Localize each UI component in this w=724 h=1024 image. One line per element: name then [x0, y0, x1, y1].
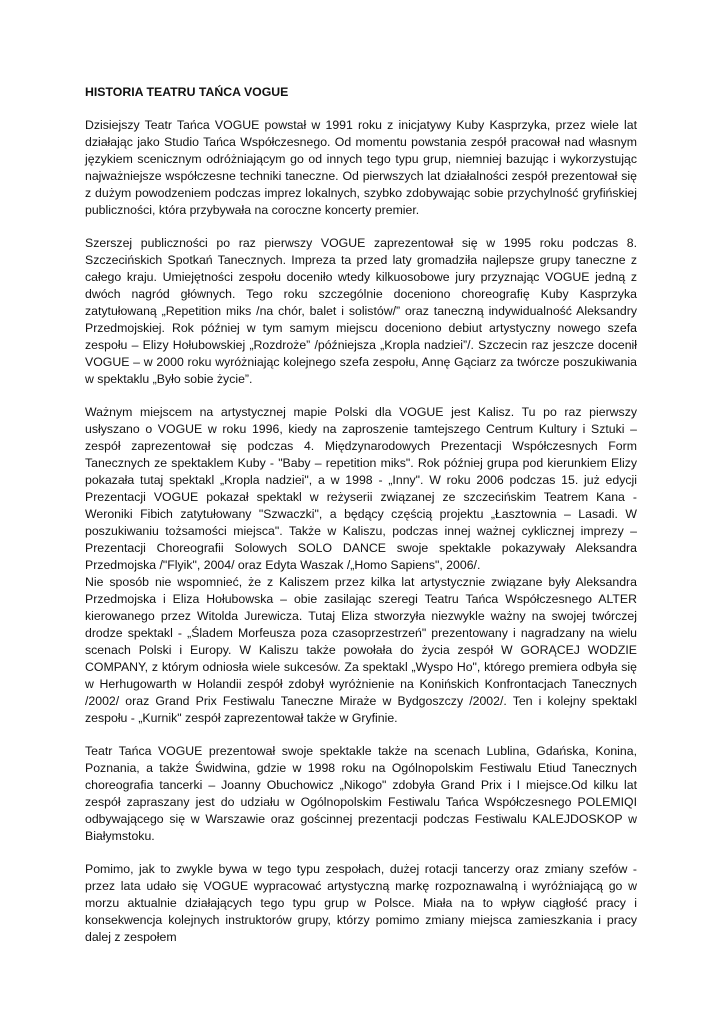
- document-page: [85, 84, 637, 962]
- paragraph-other-stages: Teatr Tańca VOGUE prezentował swoje spektakle także na scenach Lublina, Gdańska, Konina, Poznania, a także Świdwina, gdzie w 1998 roku na Ogólnopolskim Festiwalu Etiud Tanecznych choreografia tancerki – Joanny Obuchowicz „Nikogo" zdobyła Grand Prix i I miejsce.Od kilku lat zespół zapraszany jest do udziału w Ogólnopolskim Festiwalu Tańca Współczesnego POLEMIQI odbywającego się w Warszawie oraz gościnnej prezentacji podczas Festiwalu KALEJDOSKOP w Białymstoku.: [85, 744, 637, 843]
- paragraph-kalisz: Ważnym miejscem na artystycznej mapie Polski dla VOGUE jest Kalisz. Tu po raz pierwszy usłyszano o VOGUE w roku 1996, kiedy na zaproszenie tamtejszego Centrum Kultury i Sztuki – zespół zaprezentował się podczas 4. Międzynarodowych Prezentacji Współczesnych Form Tanecznych ze spektaklem Kuby - "Baby – repetition miks". Rok później grupa pod kierunkiem Elizy pokazała tutaj spektakl „Kropla nadziei", a w 1998 - „Inny". W roku 2006 podczas 15. już edycji Prezentacji VOGUE pokazał spektakl w reżyserii związanej ze szczecińskim Teatrem Kana - Weroniki Fibich zatytułowany "Szwaczki", a będący częścią projektu „Łasztownia – Lasadi. W poszukiwaniu tożsamości miejsca". Także w Kaliszu, podczas innej ważnej cyklicznej imprezy – Prezentacji Choreografii Solowych SOLO DANCE swoje spektakle pokazywały Aleksandra Przedmojska /"Flyik", 2004/ oraz Edyta Waszak /„Homo Sapiens", 2006/.: [85, 405, 637, 572]
- document-title: HISTORIA TEATRU TAŃCA VOGUE: [85, 85, 289, 99]
- paragraph-szczecin: Szerszej publiczności po raz pierwszy VOGUE zaprezentował się w 1995 roku podczas 8. Szczecińskich Spotkań Tanecznych. Impreza ta przed laty gromadziła najlepsze grupy taneczne z całego kraju. Umiejętności zespołu doceniło wtedy kilkuosobowe jury przyznając VOGUE jedną z dwóch nagród głównych. Tego roku szczególnie doceniono choreografię Kuby Kasprzyka zatytułowaną „Repetition miks /na chór, balet i solistów/” oraz taneczną indywidualność Aleksandry Przedmojskiej. Rok później w tym samym miejscu doceniono debiut artystyczny nowego szefa zespołu – Elizy Hołubowskiej „Rozdroże” /późniejsza „Kropla nadziei”/. Szczecin raz jeszcze docenił VOGUE – w 2000 roku wyróżniając kolejnego szefa zespołu, Annę Gąciarz za twórcze poszukiwania w spektaklu „Było sobie życie”.: [85, 236, 637, 386]
- paragraph-kalisz-alter: Nie sposób nie wspomnieć, że z Kaliszem przez kilka lat artystycznie związane były Aleksandra Przedmojska i Eliza Hołubowska – obie zasilając szeregi Teatru Tańca Współczesnego ALTER kierowanego przez Witolda Jurewicza. Tutaj Eliza stworzyła niezwykle ważny na swojej twórczej drodze spektakl - „Śladem Morfeusza poza czasoprzestrzeń" prezentowany i nagradzany na wielu scenach Polski i Europy. W Kaliszu także powołała do życia zespół W GORĄCEJ WODZIE COMPANY, z którym odniosła wiele sukcesów. Za spektakl „Wyspo Ho", którego premiera odbyła się w Herhugowarth w Holandii zespół zdobył wyróżnienie na Konińskich Konfrontacjach Tanecznych /2002/ oraz Grand Prix Festiwalu Taneczne Miraże w Bydgoszczy /2002/. Ten i kolejny spektakl zespołu - „Kurnik" zespół zaprezentował także w Gryfinie.: [85, 575, 637, 725]
- paragraph-origins: Dzisiejszy Teatr Tańca VOGUE powstał w 1991 roku z inicjatywy Kuby Kasprzyka, przez wiele lat działając jako Studio Tańca Współczesnego. Od momentu powstania zespół pracował nad własnym językiem scenicznym odróżniającym go od innych tego typu grup, niemniej bazując i wykorzystując najważniejsze współczesne techniki taneczne. Od pierwszych lat działalności zespół prezentował się z dużym powodzeniem podczas imprez lokalnych, szybko zdobywając sobie przychylność gryfińskiej publiczności, która przybywała na coroczne koncerty premier.: [85, 118, 637, 217]
- paragraph-artistic-brand: Pomimo, jak to zwykle bywa w tego typu zespołach, dużej rotacji tancerzy oraz zmiany szefów - przez lata udało się VOGUE wypracować artystyczną markę rozpoznawalną i wyróżniającą go w morzu aktualnie działających tego typu grup w Polsce. Miała na to wpływ ciągłość pracy i konsekwencja kolejnych instruktorów grupy, którzy pomimo zmiany miejsca zamieszkania i pracy dalej z zespołem: [85, 862, 637, 944]
